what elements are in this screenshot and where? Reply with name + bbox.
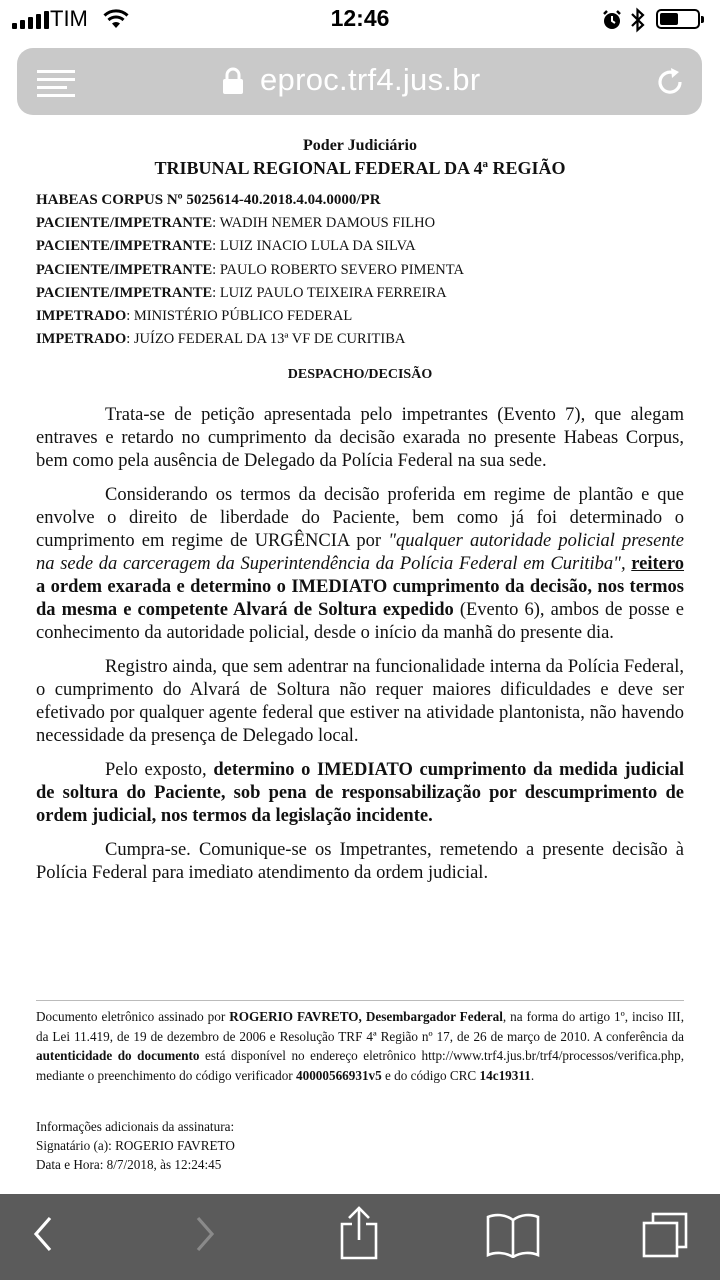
- url-text[interactable]: eproc.trf4.jus.br: [260, 62, 481, 97]
- bluetooth-icon: [630, 7, 646, 33]
- paragraph-5: Cumpra-se. Comunique-se os Impetrantes, remetendo a presente decisão à Polícia Federal para imediato atendimento da ordem judicial.: [36, 839, 684, 883]
- section-title: DESPACHO/DECISÃO: [287, 366, 433, 382]
- court-name: TRIBUNAL REGIONAL FEDERAL DA 4ª REGIÃO: [154, 158, 566, 178]
- status-bar: [0, 0, 720, 40]
- document-body: [36, 134, 684, 885]
- signature-info: [36, 1117, 684, 1174]
- signatory: Signatário (a): ROGERIO FAVRETO: [36, 1138, 235, 1153]
- paragraph-1: Trata-se de petição apresentada pelo impetrantes (Evento 7), que alegam entraves e retardo no cumprimento da decisão exarada no presente Habeas Corpus, bem como pela ausência de Delegado da Polícia Federal na sua sede.: [36, 404, 684, 471]
- signature-info-title: Informações adicionais da assinatura:: [36, 1119, 235, 1134]
- party-row: PACIENTE/IMPETRANTE: LUIZ PAULO TEIXEIRA FERREIRA: [36, 284, 447, 301]
- battery-icon: [656, 9, 700, 29]
- case-number: HABEAS CORPUS Nº 5025614-40.2018.4.04.0000/PR: [36, 192, 381, 208]
- signature-footer: Documento eletrônico assinado por ROGERIO FAVRETO, Desembargador Federal, na forma do artigo 1º, inciso III, da Lei 11.419, de 19 de dezembro de 2006 e Resolução TRF 4ª Região nº 17, de 26 de março de 2010. A conferência da autenticidade do documento está disponível no endereço eletrônico http://www.trf4.jus.br/trf4/processos/verifica.php, mediante o preenchimento do código verificador 40000566931v5 e do código CRC 14c19311.: [36, 1009, 685, 1083]
- paragraph-3: Registro ainda, que sem adentrar na funcionalidade interna da Polícia Federal, o cumprimento do Alvará de Soltura não requer maiores dificuldades e deve ser efetivado por qualquer agente federal que estiver na atividade plantonista, não havendo necessidade da presença de Delegado local.: [36, 656, 684, 746]
- signature-datetime: Data e Hora: 8/7/2018, às 12:24:45: [36, 1157, 222, 1172]
- bookmarks-icon[interactable]: [485, 1212, 541, 1258]
- court-branch: Poder Judiciário: [303, 137, 417, 154]
- browser-address-area: [0, 40, 720, 134]
- carrier-label: TIM: [50, 6, 88, 31]
- party-row: PACIENTE/IMPETRANTE: PAULO ROBERTO SEVERO PIMENTA: [36, 261, 464, 278]
- tabs-icon[interactable]: [640, 1210, 690, 1260]
- back-icon[interactable]: [28, 1212, 58, 1256]
- forward-icon[interactable]: [190, 1212, 220, 1256]
- party-row: PACIENTE/IMPETRANTE: LUIZ INACIO LULA DA SILVA: [36, 238, 416, 255]
- address-bar[interactable]: [17, 48, 702, 115]
- reload-icon[interactable]: [653, 65, 687, 99]
- browser-toolbar: [0, 1194, 720, 1280]
- paragraph-2: Considerando os termos da decisão proferida em regime de plantão e que envolve o direito de liberdade do Paciente, bem como já foi determinado o cumprimento em regime de URGÊNCIA por "qualquer autoridade policial presente na sede da carceragem da Superintendência da Polícia Federal em Curitiba", reitero a ordem exarada e determino o IMEDIATO cumprimento da decisão, nos termos da mesma e competente Alvará de Soltura expedido (Evento 6), ambos de posse e conhecimento da autoridade policial, desde o início da manhã do presente dia.: [36, 484, 685, 643]
- alarm-icon: [601, 9, 623, 31]
- party-row: PACIENTE/IMPETRANTE: WADIH NEMER DAMOUS FILHO: [36, 215, 436, 231]
- paragraph-4: Pelo exposto, determino o IMEDIATO cumprimento da medida judicial de soltura do Paciente, sob pena de responsabilização por descumprimento de ordem judicial, nos termos da legislação incidente.: [36, 759, 684, 826]
- party-row: IMPETRADO: JUÍZO FEDERAL DA 13ª VF DE CURITIBA: [36, 331, 406, 348]
- footer-divider: [36, 1000, 684, 1001]
- lock-icon: [222, 67, 244, 95]
- reader-menu-icon[interactable]: [37, 70, 75, 94]
- share-icon[interactable]: [338, 1206, 380, 1260]
- parties-list: [36, 212, 684, 352]
- party-row: IMPETRADO: MINISTÉRIO PÚBLICO FEDERAL: [36, 308, 353, 325]
- clock: 12:46: [330, 5, 390, 31]
